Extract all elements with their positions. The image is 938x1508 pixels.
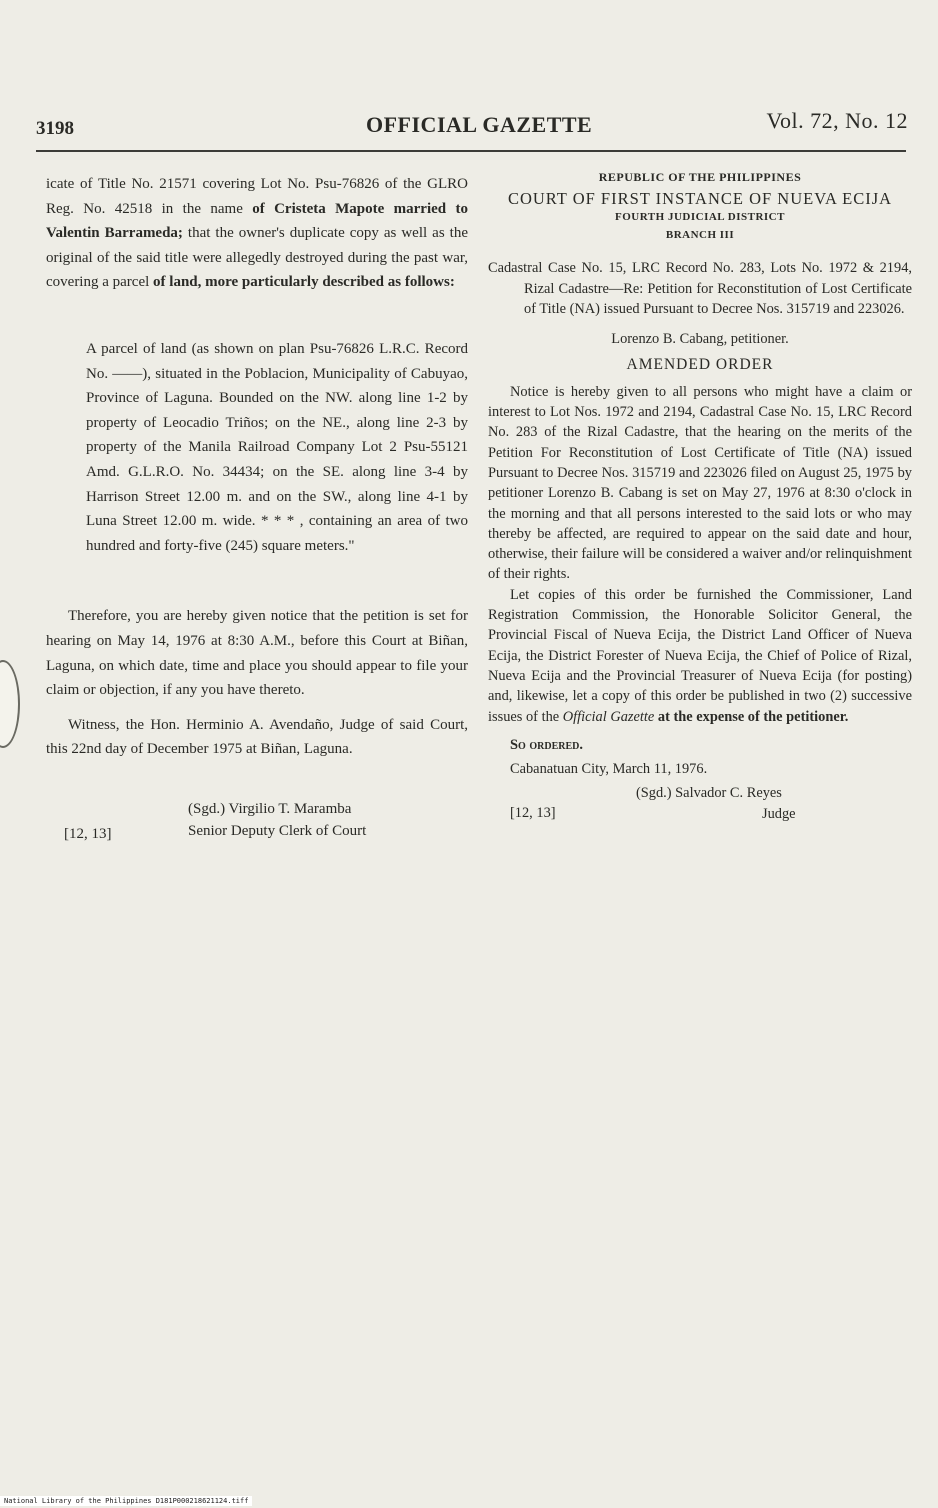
gazette-name: Official Gazette xyxy=(562,708,655,725)
text-run-bold: at the expense of the petitioner. xyxy=(654,708,849,725)
branch-heading: BRANCH III xyxy=(665,229,735,242)
petitioner-line: Lorenzo B. Cabang, petitioner. xyxy=(611,331,789,348)
issue-reference: [12, 13] xyxy=(510,805,556,822)
order-paragraph-2 xyxy=(488,585,912,727)
text-run-bold: of Cristeta Mapote married to Valentin Barrameda; xyxy=(46,200,468,242)
district-heading: FOURTH JUDICIAL DISTRICT xyxy=(615,211,785,224)
right-column xyxy=(488,167,912,829)
court-heading: COURT OF FIRST INSTANCE OF NUEVA ECIJA xyxy=(507,189,893,209)
republic-heading: REPUBLIC OF THE PHILIPPINES xyxy=(598,170,802,184)
signatory xyxy=(188,798,366,842)
witness-paragraph: Witness, the Hon. Herminio A. Avendaño, Judge of said Court, this 22nd day of December 1975 at Biñan, Laguna. xyxy=(46,716,468,758)
left-column xyxy=(46,172,468,846)
order-paragraph-1: Notice is hereby given to all persons who might have a claim or interest to Lot Nos. 1972 and 2194, Cadastral Case No. 15, LRC Record No. 283 of the Rizal Cadastre, that the hearing on the merits of the Petition For Reconstitution of Lost Certificate of Title (NA) issued Pursuant to Decree Nos. 315719 and 223026 filed on August 25, 1975 by petitioner Lorenzo B. Cabang is set on May 27, 1976 at 8:30 o'clock in the morning and that all persons interested to the said lots or who may thereby be affected, are required to appear on the said date and hour, otherwise, their failure will be considered a waiver and/or relinquishment of their rights. xyxy=(488,383,912,583)
gazette-title: OFFICIAL GAZETTE xyxy=(366,112,593,137)
judge-title: Judge xyxy=(762,806,796,823)
judge-signature-block xyxy=(488,783,912,829)
text-run: icate of Title No. 21571 covering Lot No. Psu-76826 of the GLRO Reg. No. 42518 in the name xyxy=(46,176,468,217)
hearing-notice: Therefore, you are hereby given notice that the petition is set for hearing on May 14, 1976 at 8:30 A.M., before this Court at Biñan, Laguna, on which date, time and place you should appear to file your claim or objection, if any you have thereto. xyxy=(46,608,468,699)
text-run: Let copies of this order be furnished the Commissioner, Land Registration Commission, the Honorable Solicitor General, the Provincial Fiscal of Nueva Ecija, the District Land Officer of Nueva Ecija, the District Forester of Nueva Ecija, the Chief of Police of Rizal, Nueva Ecija and the Provincial Treasurer of Nueva Ecija (for posting) and, likewise, let a copy of this order be published in two (2) successive issues of the xyxy=(488,586,912,725)
judge-name: (Sgd.) Salvador C. Reyes xyxy=(636,785,782,802)
date-place: Cabanatuan City, March 11, 1976. xyxy=(510,761,708,778)
scan-footer: National Library of the Philippines D181P000218621124.tiff xyxy=(0,1496,252,1506)
page-number: 3198 xyxy=(36,118,74,139)
text-run: that the owner's duplicate copy as well as the original of the said title were allegedly destroyed during the past war, covering a parcel xyxy=(46,225,468,291)
signatory-name: (Sgd.) Virgilio T. Maramba xyxy=(188,800,352,817)
signatory-title: Senior Deputy Clerk of Court xyxy=(188,822,367,839)
volume-issue: Vol. 72, No. 12 xyxy=(766,108,908,133)
text-run-bold: of land, more particularly described as follows: xyxy=(153,274,455,291)
issue-reference: [12, 13] xyxy=(64,825,112,842)
header-rule xyxy=(36,150,906,152)
order-title: AMENDED ORDER xyxy=(626,356,774,374)
left-paragraph-1 xyxy=(46,172,468,295)
signature-block xyxy=(46,798,468,846)
so-ordered: So ordered. xyxy=(510,736,583,753)
signatory xyxy=(636,783,796,825)
case-caption: Cadastral Case No. 15, LRC Record No. 283, Lots No. 1972 & 2194, Rizal Cadastre—Re: Petition for Reconstitution of Lost Certificate of Title (NA) issued Pursuant to Decree Nos. 315719 and 223026. xyxy=(488,260,912,317)
page-header xyxy=(36,108,908,140)
land-description: A parcel of land (as shown on plan Psu-76826 L.R.C. Record No. ——), situated in the Poblacion, Municipality of Cabuyao, Province of Laguna. Bounded on the NW. along line 1-2 by property of Leocadio Triños; on the NE., along line 2-3 by property of the Manila Railroad Company Lot 2 Psu-55121 Amd. G.L.R.O. No. 34434; on the SE. along line 3-4 by Harrison Street 12.00 m. and on the SW., along line 4-1 by Luna Street 12.00 m. wide. * * * , containing an area of two hundred and forty-five (245) square meters." xyxy=(86,340,468,554)
binding-hole xyxy=(0,660,20,748)
